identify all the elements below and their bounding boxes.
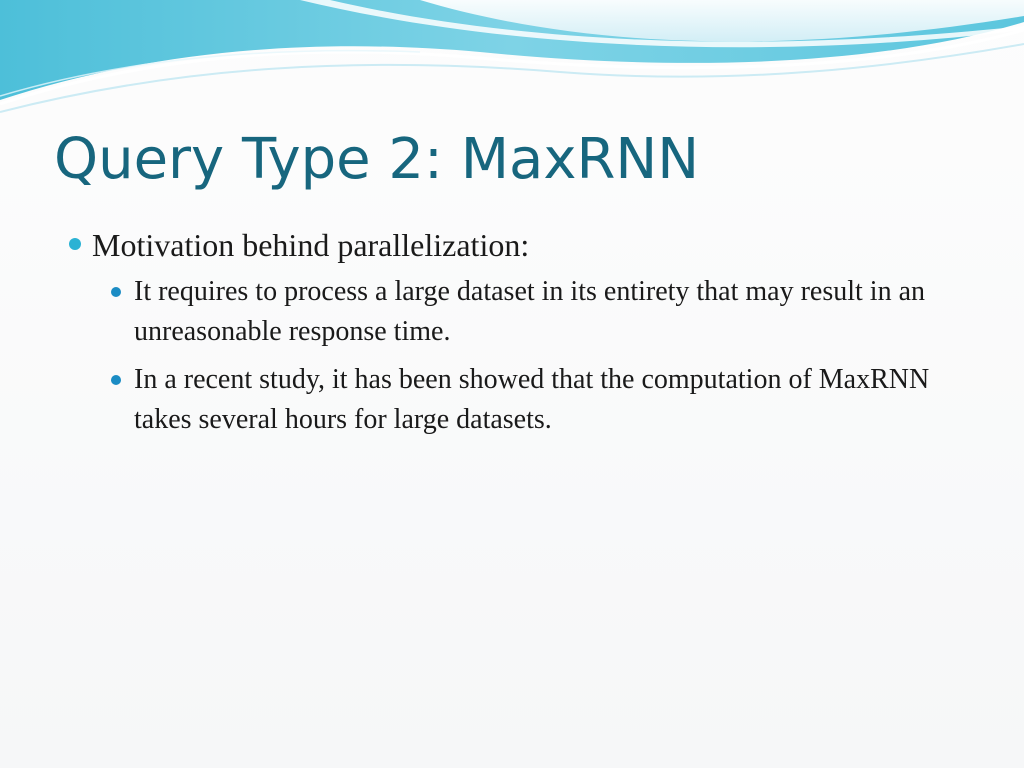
bullet-text: Motivation behind parallelization: bbox=[92, 227, 530, 263]
slide-title: Query Type 2: MaxRNN bbox=[54, 127, 700, 192]
sub-bullet-text: In a recent study, it has been showed that the computation of MaxRNN takes several hours for large datasets. bbox=[134, 364, 930, 435]
bullet-dot-icon bbox=[69, 238, 81, 250]
bullet-item bbox=[62, 222, 962, 268]
sub-bullet-text: It requires to process a large dataset in its entirety that may result in an unreasonable response time. bbox=[134, 276, 926, 347]
sub-bullet-dot-icon bbox=[111, 287, 121, 297]
sub-bullet-dot-icon bbox=[111, 375, 121, 385]
slide-content bbox=[62, 222, 962, 448]
sub-bullet-item bbox=[104, 360, 962, 440]
header-wave-decoration bbox=[0, 0, 1024, 130]
sub-bullet-item bbox=[104, 272, 962, 352]
